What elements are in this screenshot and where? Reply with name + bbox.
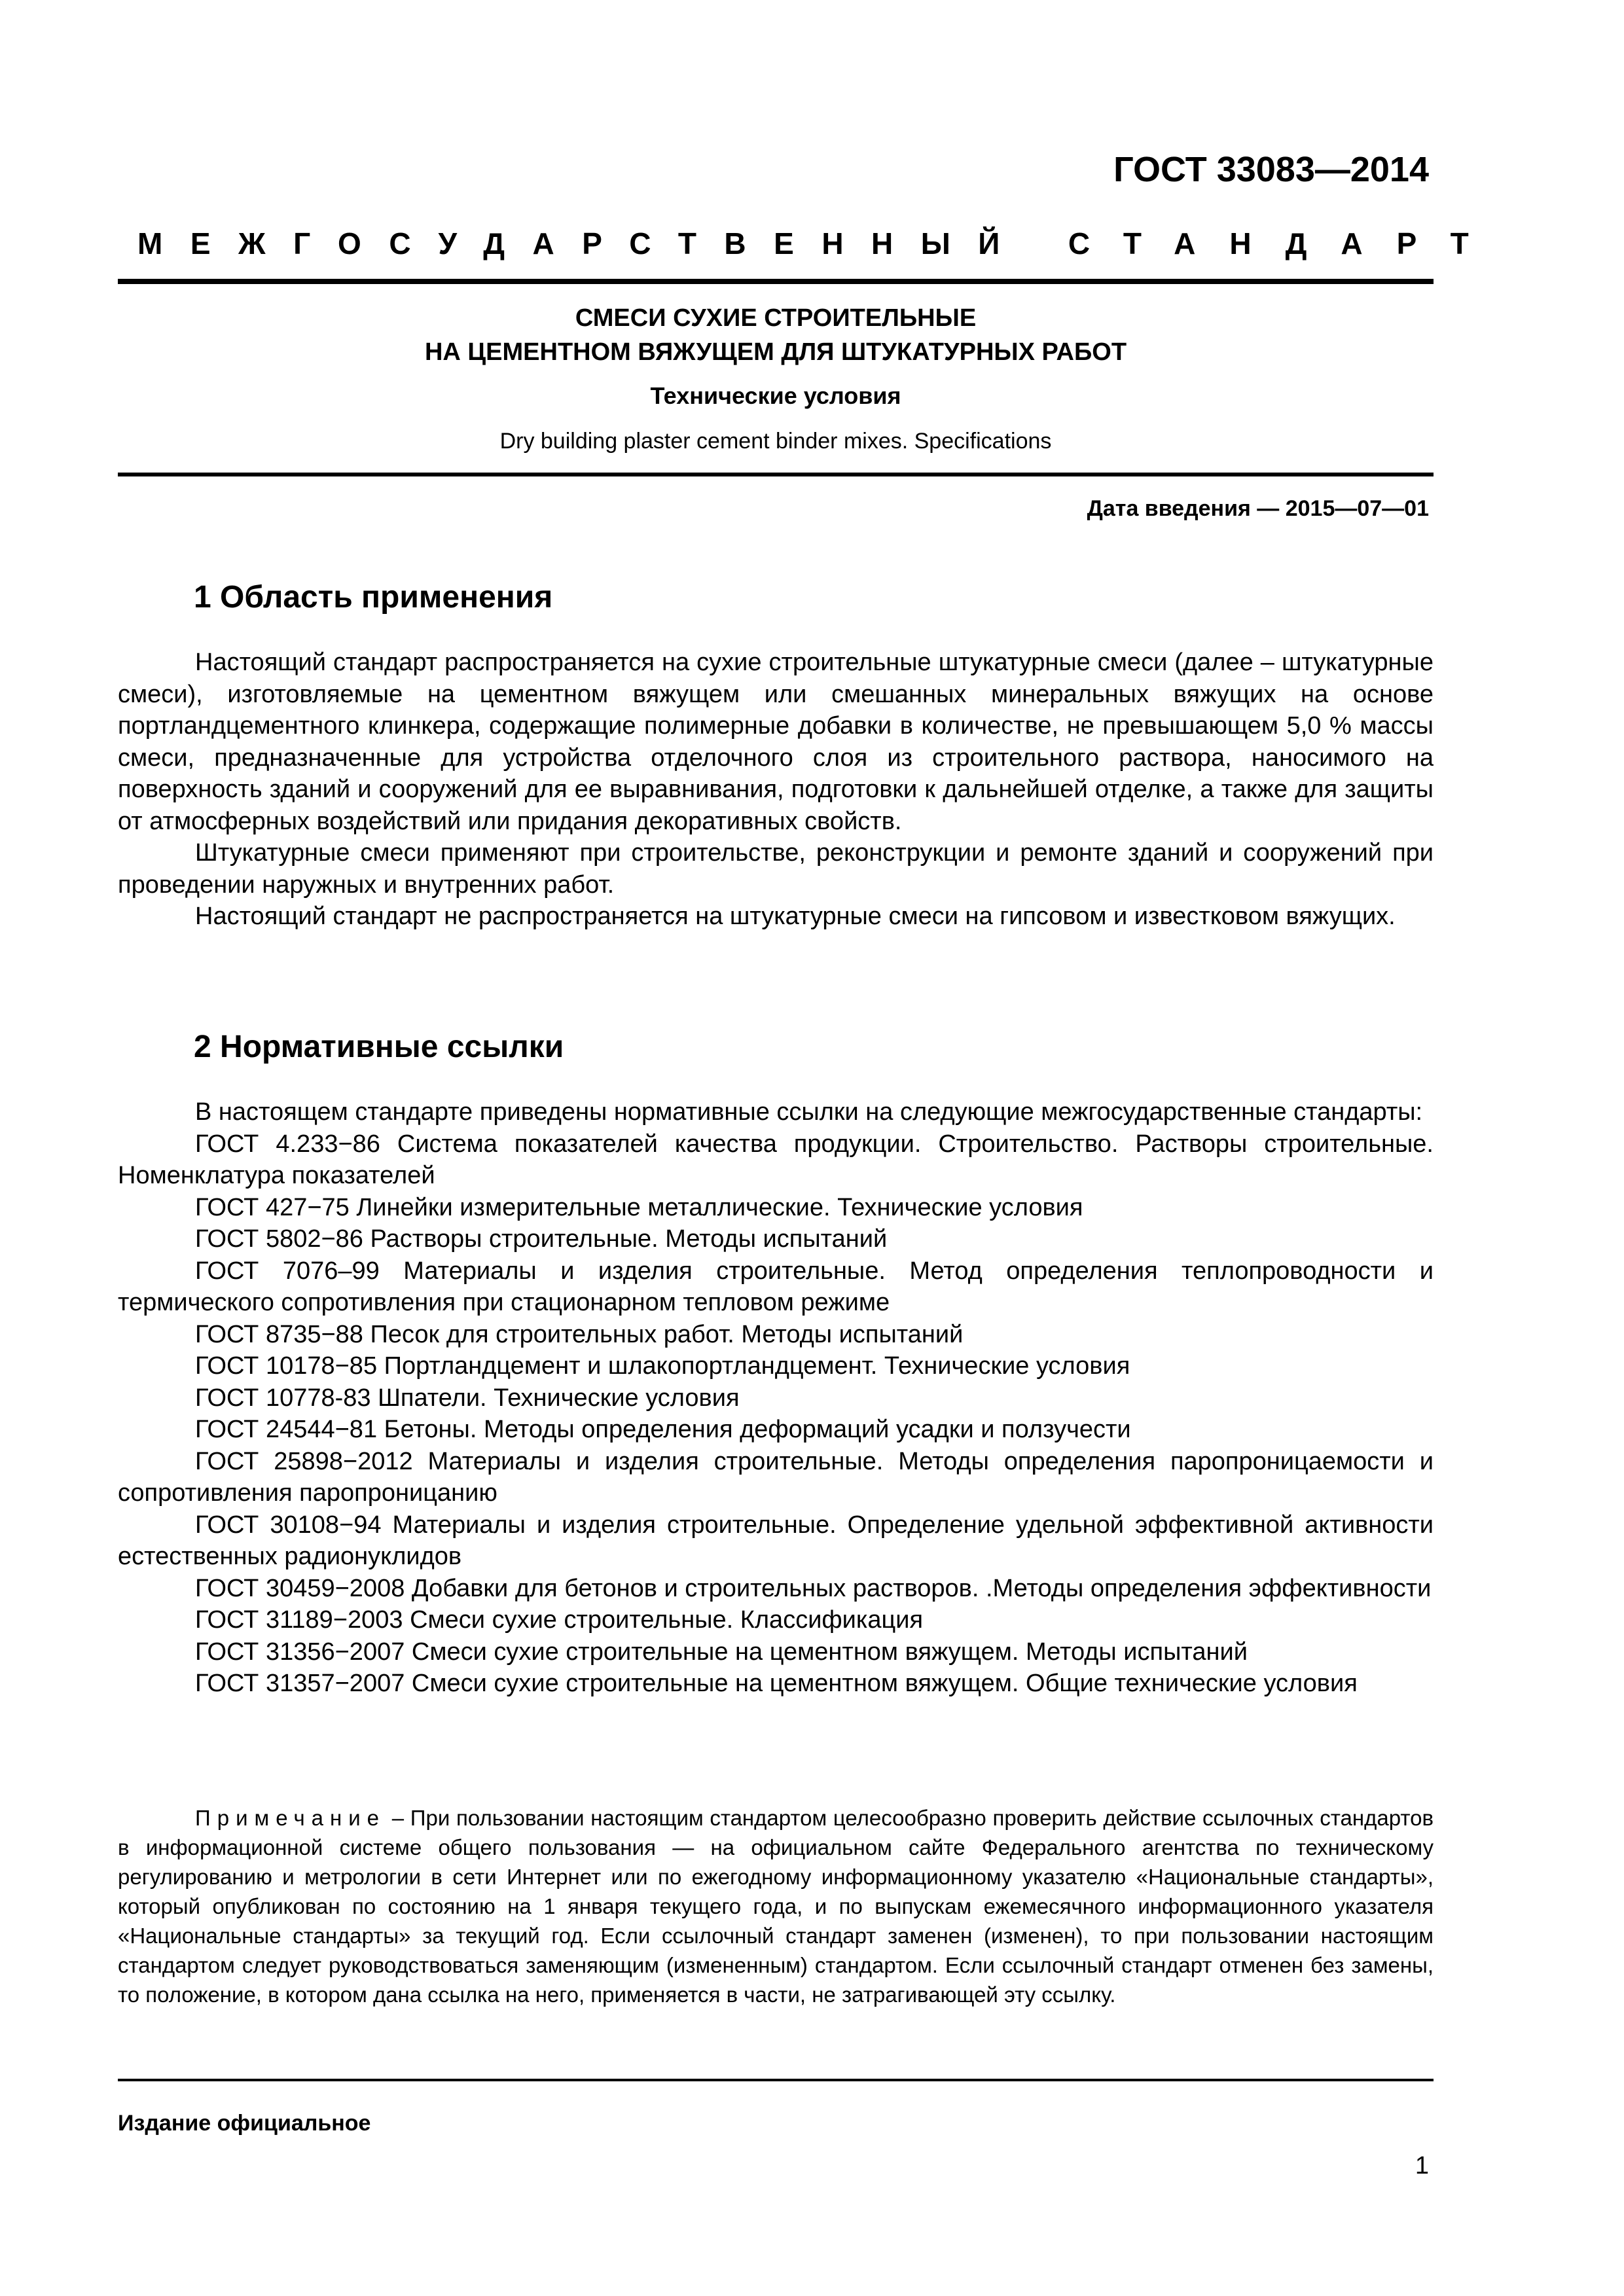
note-block (118, 1803, 1434, 2009)
reference-item: ГОСТ 10178−85 Портландцемент и шлакопортландцемент. Технические условия (195, 1352, 1130, 1380)
introduction-date: Дата введения — 2015—07—01 (1087, 496, 1429, 521)
reference-item: ГОСТ 4.233−86 Система показателей качества продукции. Строительство. Растворы строительные. Номенклатура показателей (118, 1130, 1434, 1189)
document-title (118, 301, 1434, 369)
section-2-body (118, 1096, 1434, 1700)
standard-word: СТАНДАРТ (1068, 226, 1503, 260)
reference-item: ГОСТ 7076–99 Материалы и изделия строительные. Метод определения теплопроводности и термического сопротивления при стационарном тепловом режиме (118, 1257, 1434, 1316)
gost-code: ГОСТ 33083—2014 (1113, 150, 1429, 189)
reference-item: ГОСТ 30108−94 Материалы и изделия строительные. Определение удельной эффективной активности естественных радионуклидов (118, 1511, 1434, 1570)
interstate-word: МЕЖГОСУДАРСТВЕННЫЙ (137, 226, 1028, 260)
note-label: Примечание (195, 1806, 386, 1830)
paragraph: В настоящем стандарте приведены нормативные ссылки на следующие межгосударственные стандарты: (195, 1098, 1423, 1126)
title-line-1: СМЕСИ СУХИЕ СТРОИТЕЛЬНЫЕ (575, 304, 977, 332)
reference-item: ГОСТ 24544−81 Бетоны. Методы определения деформаций усадки и ползучести (195, 1416, 1131, 1443)
reference-item: ГОСТ 31189−2003 Смеси сухие строительные. Классификация (195, 1606, 924, 1634)
section-2-heading: 2 Нормативные ссылки (194, 1030, 564, 1064)
paragraph: Штукатурные смеси применяют при строительстве, реконструкции и ремонте зданий и сооружений при проведении наружных и внутренних работ. (118, 839, 1434, 899)
reference-item: ГОСТ 30459−2008 Добавки для бетонов и строительных растворов. .Методы определения эффективности (195, 1574, 1432, 1602)
section-1-body (118, 647, 1434, 933)
page-number: 1 (1415, 2152, 1429, 2179)
official-edition-label: Издание официальное (118, 2111, 371, 2136)
paragraph: Настоящий стандарт распространяется на сухие строительные штукатурные смеси (далее – штукатурные смеси), изготовляемые на цементном вяжущем или смешанных минеральных вяжущих на основе портландцементного клинкера, содержащие полимерные добавки в количестве, не превышающем 5,0 % массы смеси, предназначенные для устройства отделочного слоя из строительного раствора, наносимого на поверхность зданий и сооружений для ее выравнивания, подготовки к дальнейшей отделке, а также для защиты от атмосферных воздействий или придания декоративных свойств. (118, 649, 1434, 835)
english-title: Dry building plaster cement binder mixes. Specifications (499, 429, 1052, 454)
reference-item: ГОСТ 427−75 Линейки измерительные металлические. Технические условия (195, 1193, 1083, 1221)
header-rule (118, 279, 1434, 284)
reference-item: ГОСТ 31357−2007 Смеси сухие строительные на цементном вяжущем. Общие технические условия (195, 1670, 1358, 1697)
reference-item: ГОСТ 10778-83 Шпатели. Технические условия (195, 1384, 740, 1412)
title-line-2: НА ЦЕМЕНТНОМ ВЯЖУЩЕМ ДЛЯ ШТУКАТУРНЫХ РАБОТ (424, 338, 1127, 366)
reference-item: ГОСТ 5802−86 Растворы строительные. Методы испытаний (195, 1225, 888, 1253)
title-rule (118, 473, 1434, 476)
interstate-standard-banner (137, 226, 1503, 261)
reference-item: ГОСТ 31356−2007 Смеси сухие строительные на цементном вяжущем. Методы испытаний (195, 1638, 1248, 1666)
document-subtitle: Технические условия (650, 382, 901, 409)
reference-item: ГОСТ 25898−2012 Материалы и изделия строительные. Методы определения паропроницаемости и сопротивления паропроницанию (118, 1447, 1434, 1507)
reference-item: ГОСТ 8735−88 Песок для строительных работ. Методы испытаний (195, 1320, 964, 1348)
footer-rule (118, 2079, 1434, 2081)
paragraph: Настоящий стандарт не распространяется на штукатурные смеси на гипсовом и известковом вяжущих. (195, 903, 1396, 930)
section-1-heading: 1 Область применения (194, 580, 553, 615)
note-text: – При пользовании настоящим стандартом целесообразно проверить действие ссылочных стандартов в информационной системе общего пользования — на официальном сайте Федерального агентства по техническому регулированию и метрологии в сети Интернет или по ежегодному информационному указателю «Национальные стандарты», который опубликован по состоянию на 1 января текущего года, и по выпускам ежемесячного информационного указателя «Национальные стандарты» за текущий год. Если ссылочный стандарт заменен (изменен), то при пользовании настоящим стандартом следует руководствоваться заменяющим (измененным) стандартом. Если ссылочный стандарт отменен без замены, то положение, в котором дана ссылка на него, применяется в части, не затрагивающей эту ссылку. (118, 1806, 1434, 2007)
